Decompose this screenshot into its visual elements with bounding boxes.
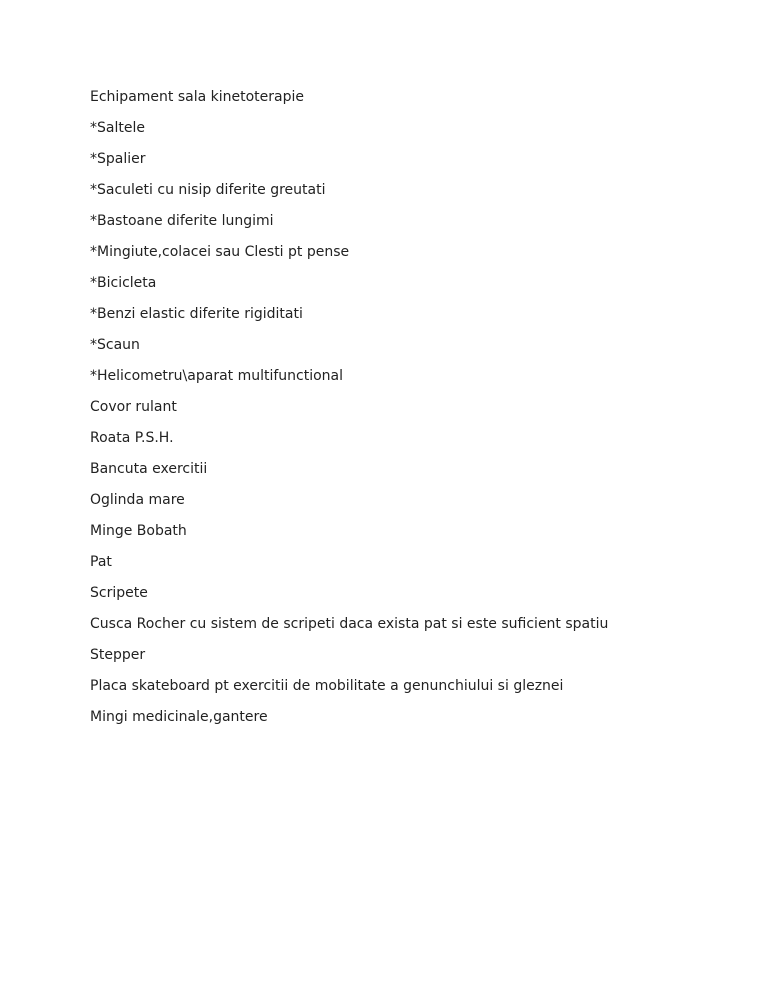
list-item: Pat: [90, 554, 112, 570]
list-item: Roata P.S.H.: [90, 430, 174, 446]
list-item: *Saculeti cu nisip diferite greutati: [90, 182, 326, 198]
list-item: *Scaun: [90, 337, 140, 353]
list-item: Minge Bobath: [90, 523, 187, 539]
list-item: *Bicicleta: [90, 275, 157, 291]
list-item: Cusca Rocher cu sistem de scripeti daca exista pat si este suficient spatiu: [90, 616, 609, 632]
list-item: *Helicometru\aparat multifunctional: [90, 368, 344, 384]
list-item: Covor rulant: [90, 399, 177, 415]
list-item: *Saltele: [90, 120, 145, 136]
list-item: *Bastoane diferite lungimi: [90, 213, 274, 229]
document-title: Echipament sala kinetoterapie: [90, 89, 304, 105]
list-item: Stepper: [90, 647, 146, 663]
list-item: *Mingiute,colacei sau Clesti pt pense: [90, 244, 350, 260]
list-item: Placa skateboard pt exercitii de mobilitate a genunchiului si gleznei: [90, 678, 564, 694]
list-item: *Spalier: [90, 151, 146, 167]
list-item: Oglinda mare: [90, 492, 185, 508]
list-item: Mingi medicinale,gantere: [90, 709, 268, 725]
equipment-list: [90, 87, 608, 738]
list-item: Scripete: [90, 585, 148, 601]
list-item: Bancuta exercitii: [90, 461, 208, 477]
list-item: *Benzi elastic diferite rigiditati: [90, 306, 303, 322]
